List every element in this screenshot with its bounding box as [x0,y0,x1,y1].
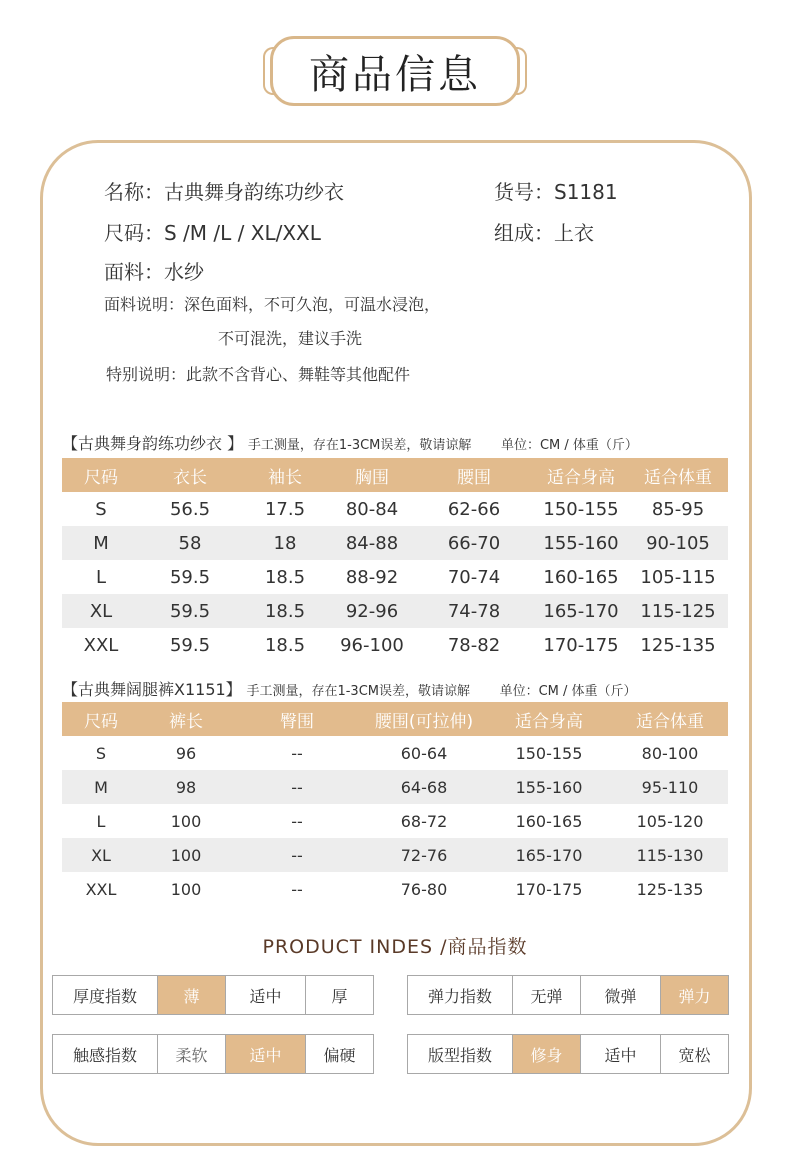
special-note: 特别说明：此款不含背心、舞鞋等其他配件 [106,365,411,384]
thickness-index [52,975,374,1015]
table-cell: 155-160 [486,770,612,804]
table-cell: 59.5 [169,566,211,588]
table-cell: XXL [85,879,117,899]
fit-option-loose: 宽松 [660,1035,728,1073]
table-row [62,492,728,526]
pants-table-caption-note: 手工测量，存在1-3CM误差，敬请谅解 [246,684,470,699]
table-cell: 170-175 [543,634,619,656]
pants-table-caption-main: 【古典舞阔腿裤X1151】 [62,680,242,699]
top-header-height: 适合身高 [534,458,628,492]
product-index-title: PRODUCT INDES /商品指数 [262,936,528,958]
table-cell: 59.5 [140,594,240,628]
top-table-caption-main: 【古典舞身韵练功纱衣 】 [62,434,244,453]
table-cell: M [62,770,140,804]
fabric-note-line1: 面料说明：深色面料，不可久泡，可温水浸泡， [104,295,441,314]
elasticity-option-none: 无弹 [512,976,580,1014]
fit-option-slim: 修身 [512,1035,580,1073]
top-header-size: 尺码 [62,458,140,492]
table-row [62,838,728,872]
table-cell: XXL [83,634,119,656]
table-cell: XL [62,594,140,628]
thickness-option-medium: 适中 [225,976,305,1014]
table-cell: 17.5 [264,498,306,520]
table-cell: 150-155 [515,743,583,763]
table-cell: 62-66 [447,498,501,520]
table-cell: 95-110 [612,770,728,804]
table-cell: 105-115 [640,566,716,588]
table-cell: 165-170 [534,594,628,628]
fit-option-regular: 适中 [580,1035,660,1073]
touch-option-soft: 柔软 [157,1035,225,1073]
table-cell: -- [291,811,303,831]
table-cell: 84-88 [330,526,414,560]
table-cell: 88-92 [345,566,399,588]
table-cell: 100 [170,811,202,831]
top-table-caption-note: 手工测量，存在1-3CM误差，敬请谅解 [247,438,472,453]
top-header-waist: 腰围 [414,458,534,492]
table-cell: 92-96 [330,594,414,628]
table-cell: 59.5 [169,634,211,656]
product-fabric: 面料：水纱 [104,260,204,284]
table-cell: M [62,526,140,560]
table-cell: 105-120 [636,811,704,831]
table-cell: 80-100 [641,743,699,763]
pants-header-length: 裤长 [140,702,232,736]
table-cell: 18.5 [240,594,330,628]
table-cell: 78-82 [447,634,501,656]
pants-header-waist: 腰围(可拉伸) [362,702,486,736]
table-cell: -- [232,838,362,872]
table-cell: 165-170 [486,838,612,872]
elasticity-index-label: 弹力指数 [427,986,492,1006]
table-cell: 125-135 [636,879,704,899]
table-cell: 170-175 [515,879,583,899]
pants-table-caption-unit: 单位：CM / 体重（斤） [499,684,637,699]
table-cell: 90-105 [628,526,728,560]
table-row [62,804,728,838]
thickness-option-thin: 薄 [157,976,225,1014]
table-cell: 96 [175,743,197,763]
thickness-index-label: 厚度指数 [72,986,137,1006]
table-cell: S [95,498,107,520]
table-cell: 160-165 [515,811,583,831]
table-row [62,872,728,906]
product-sizes: 尺码：S /M /L / XL/XXL [104,221,321,245]
thickness-option-thick: 厚 [305,976,373,1014]
table-cell: 115-125 [628,594,728,628]
elasticity-option-slight: 微弹 [580,976,660,1014]
top-table-caption-unit: 单位：CM / 体重（斤） [500,438,638,453]
table-cell: L [96,811,106,831]
table-cell: 100 [140,838,232,872]
touch-option-stiff: 偏硬 [305,1035,373,1073]
table-cell: 68-72 [400,811,448,831]
table-cell: 58 [140,526,240,560]
table-cell: 155-160 [534,526,628,560]
table-cell: 18 [240,526,330,560]
pants-header-height: 适合身高 [486,702,612,736]
top-header-sleeve: 袖长 [240,458,330,492]
table-cell: 70-74 [447,566,501,588]
table-cell: 18.5 [264,566,306,588]
table-cell: 150-155 [543,498,619,520]
page-title: 商品信息 [270,36,520,106]
fit-index [407,1034,729,1074]
table-cell: -- [232,770,362,804]
elasticity-option-stretch: 弹力 [660,976,728,1014]
table-cell: 115-130 [612,838,728,872]
table-cell: -- [291,879,303,899]
fabric-note-line2: 不可混洗，建议手洗 [218,329,363,348]
product-composition: 组成：上衣 [494,221,594,245]
top-header-length: 衣长 [140,458,240,492]
product-name: 名称：古典舞身韵练功纱衣 [104,180,344,204]
table-row [62,526,728,560]
touch-index [52,1034,374,1074]
pants-header-size: 尺码 [62,702,140,736]
table-row [62,594,728,628]
table-cell: 56.5 [169,498,211,520]
top-size-table [62,458,728,662]
table-cell: L [95,566,107,588]
table-row [62,628,728,662]
pants-size-table [62,702,728,906]
product-sku: 货号：S1181 [494,180,618,204]
table-cell: XL [62,838,140,872]
table-row [62,736,728,770]
pants-header-hip: 臀围 [232,702,362,736]
table-cell: 100 [170,879,202,899]
table-cell: S [95,743,107,763]
table-cell: 64-68 [362,770,486,804]
top-header-weight: 适合体重 [628,458,728,492]
touch-index-label: 触感指数 [72,1045,137,1065]
table-cell: 74-78 [414,594,534,628]
fit-index-label: 版型指数 [427,1045,492,1065]
table-cell: 76-80 [400,879,448,899]
table-cell: 80-84 [345,498,399,520]
table-cell: 98 [140,770,232,804]
table-cell: 96-100 [340,634,404,656]
table-cell: 85-95 [651,498,705,520]
table-cell: 66-70 [414,526,534,560]
touch-option-medium: 适中 [225,1035,305,1073]
table-cell: 60-64 [400,743,448,763]
table-cell: 18.5 [264,634,306,656]
table-row [62,560,728,594]
pants-table-caption [62,677,637,700]
elasticity-index [407,975,729,1015]
top-header-chest: 胸围 [330,458,414,492]
table-cell: 72-76 [362,838,486,872]
table-cell: -- [291,743,303,763]
table-cell: 125-135 [640,634,716,656]
table-cell: 160-165 [543,566,619,588]
pants-header-weight: 适合体重 [612,702,728,736]
top-table-caption [62,431,638,454]
table-row [62,770,728,804]
